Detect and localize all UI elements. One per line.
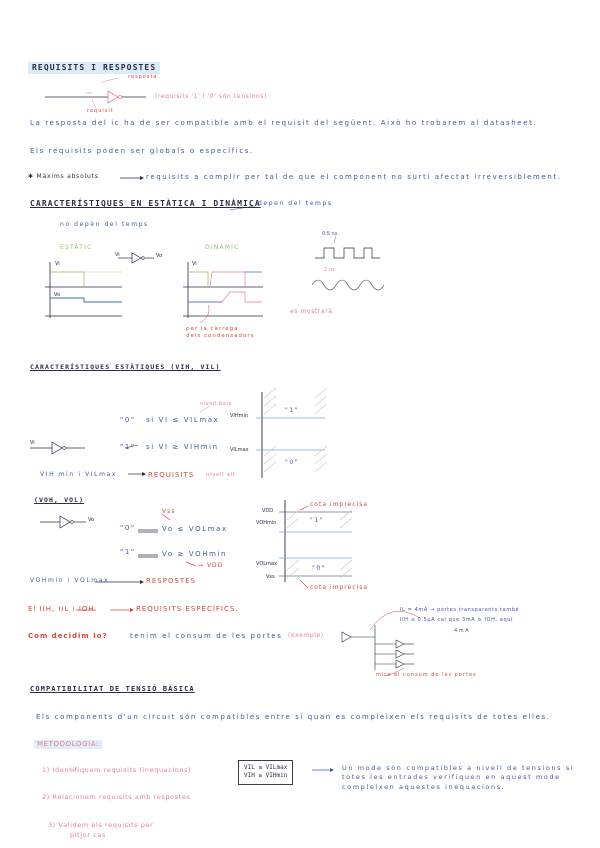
chart-label-zero-s4: "0" [312,565,327,572]
inverter-gate-icon [45,78,146,108]
paragraph-compatibles: Els components d'un circuit són compatibles entre sí quan es compleixen els requisits de totes elles. [36,713,551,721]
condition-volmax: Vo ≤ VOLmax [162,525,228,533]
condition-one: si VI ≥ VIHmin [146,443,219,451]
axis-vo-static: Vo [54,292,61,298]
note-no-depen: no depèn del temps [60,221,149,228]
label-zero-s4: "0" [120,524,136,532]
axis-vohmin: VOHmin [256,520,277,526]
note-nivell-alt: nivell alt [206,472,236,478]
note-compatibles: Un mode són compatibles a nivell de tensions si totes les entrades verifiquen en aquest mode compleixen aquestes inequacions. [342,764,575,791]
label-estatic: ESTÀTIC [60,244,93,251]
maxims-text: requisits a complir per tal de que el component no surti afectat irreversiblement. [146,173,562,181]
note-cota-sup: cota imprecisa [310,501,369,508]
section-title-estatica: CARACTERÍSTIQUES EN ESTÀTICA I DINÀMICA [30,199,261,208]
note-right-2: IIH ≤ 0.5μA cal que 3mA ≥ IOH, aquí [400,617,514,623]
label-one: "1" [120,443,136,451]
section-title-compatibilitat: COMPATIBILITAT DE TENSIÓ BÀSICA [30,685,195,693]
time-2ns: 2 ns [324,267,335,273]
note-tensions: (requisits '1' i '0' són tensions) [155,93,267,100]
summary-respostes: RESPOSTES [146,577,197,585]
note-cota-inf: cota imprecisa [310,584,369,591]
gate-vi: Vi [115,252,120,258]
inverter-gate-icon [30,442,85,454]
axis-vss: Vss [266,574,275,580]
section-title-requisits: REQUISITS I RESPOSTES [28,62,160,74]
note-carrega: per la càrrega dels condensadors [186,326,255,340]
paragraph-requisits: Els requisits poden ser globals o específics. [30,147,254,155]
axis-vi-static: Vi [55,261,60,267]
gate-vi-s3: Vi [30,440,35,446]
label-vdd: → VDD [198,562,224,569]
label-requisit: requisit [87,108,114,114]
label-vss: Vss [162,508,176,515]
axis-vi-dynamic: Vi [192,261,197,267]
inequation-box [238,760,293,785]
time-05ns: 0.5 ns [322,231,338,237]
section-title-voh-vol: (VOH, VOL) [34,496,85,504]
question-text: tenim el consum de les portes [130,632,283,640]
label-resposta: resposta [128,74,158,80]
summary-requisits: REQUISITS [148,471,195,479]
inequation-2: VIH ≥ VIHmin [244,772,288,780]
gate-vo-s4: Vo [88,517,95,523]
line-iih-iil: El IIH, IIL i IOH [28,605,95,613]
chart-label-one-s4: "1" [310,517,325,524]
square-wave [312,236,384,290]
step-3: 3) Validem els requisits per [48,821,154,829]
inequation-1: VIL ≤ VILmax [244,764,288,771]
maxims-label: ✱ Màxims absoluts [28,173,99,180]
note-es-mostrara: es mostrarà [290,308,333,315]
note-right-1: IL = 4mA → portes transparents també [400,607,520,613]
chart-label-one: "1" [285,407,300,414]
axis-volmax: VOLmax [256,561,277,567]
dynamic-graph [183,262,263,323]
step-2: 2) Relacionem requisits amb respostes [42,793,191,801]
inverter-gate-icon [118,253,154,263]
static-graph [45,262,122,318]
step-3b: pitjor cas [70,831,106,839]
section-title-vih-vil: CARACTERÍSTIQUES ESTÀTIQUES (VIH, VIL) [30,363,221,371]
axis-vdd: VDD [262,508,274,514]
line-requisits-especifics: REQUISITS ESPECÍFICS. [136,605,239,613]
paragraph-resposta: La resposta del ic ha de ser compatible amb el requisit del següent. Això ho trobarem al datasheet. [30,119,538,127]
note-right-3: 4mA [454,628,471,634]
voh-vol-chart [279,500,352,588]
note-nivell-baix: nivell baix [200,401,233,407]
label-one-s4: "1" [120,548,136,556]
label-exemple: (exemple) [288,632,324,639]
axis-vihmin: VIHmin [230,413,249,419]
step-1: 1) Identifiquem requisits (inequacions) [42,766,192,774]
question-io: Com decidim Io? [28,632,108,640]
note-depen-temps: depen del temps [258,200,333,207]
summary-vih-vil: VIH min i VILmax [40,471,117,478]
summary-voh-vol: VOHmin i VOLmax [30,577,110,584]
label-zero: "0" [120,416,136,424]
label-metodologia: METODOLOGIA: [34,740,102,749]
condition-zero: si VI ≤ VILmax [146,416,220,424]
chart-label-zero: "0" [285,459,300,466]
note-consum: mira el consum de les portes [376,672,477,678]
axis-vilmax: VILmax [230,447,249,453]
condition-vohmin: Vo ≥ VOHmin [162,550,228,558]
gate-vo: Vo [156,253,163,259]
label-dinamic: DINÀMIC [205,244,240,251]
inverter-gate-icon [40,516,86,528]
